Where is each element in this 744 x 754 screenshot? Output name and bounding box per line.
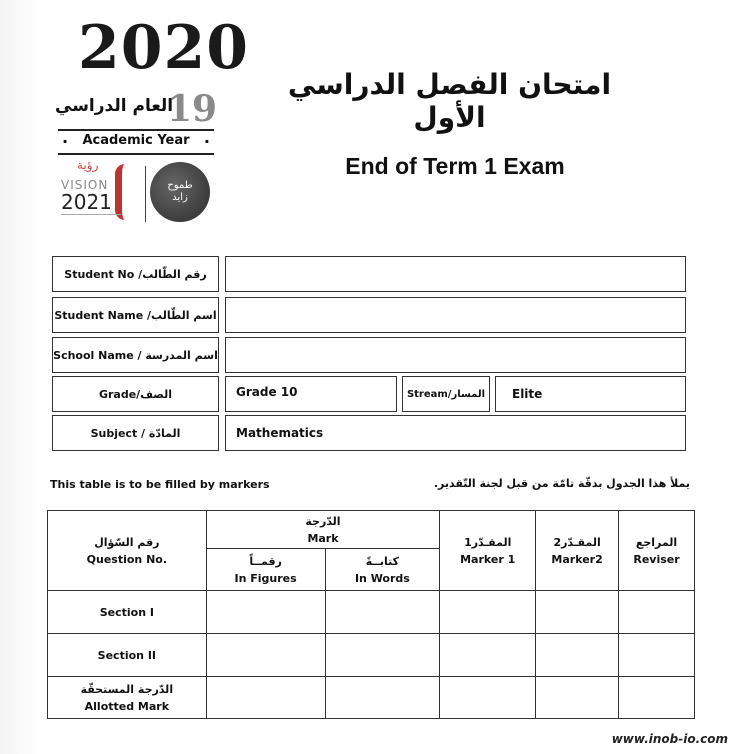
school-name-field[interactable] (225, 337, 686, 373)
vision-ar-text: رؤية (77, 158, 99, 172)
in-figures-ar: رقمــاً (249, 554, 282, 568)
marker2-header (536, 511, 619, 591)
year-rule-bottom (58, 153, 214, 155)
cell-figures[interactable] (206, 677, 325, 719)
student-no-label: Student No /رقم الطّالب (52, 256, 219, 292)
cell-figures[interactable] (206, 591, 325, 634)
marker1-ar: المقـدّر1 (464, 535, 512, 549)
markers-note-en: This table is to be filled by markers (50, 478, 270, 491)
marker1-header (440, 511, 536, 591)
mark-header (206, 511, 440, 549)
academic-year-label: · Academic Year · (58, 133, 214, 148)
stream-label: Stream/المسار (402, 376, 490, 412)
cell-marker2[interactable] (536, 591, 619, 634)
cell-reviser[interactable] (619, 677, 695, 719)
logo-divider (145, 166, 146, 222)
reviser-ar: المراجع (635, 535, 678, 549)
mark-ar: الدّرجة (305, 514, 341, 528)
marks-table (47, 510, 695, 719)
zayed-emblem-logo (150, 162, 210, 222)
cell-marker1[interactable] (440, 591, 536, 634)
allotted-mark-ar: الدّرجة المستحقّة (80, 682, 174, 696)
row-label: Section II (48, 634, 207, 677)
exam-title-en: End of Term 1 Exam (345, 153, 565, 179)
student-no-field[interactable] (225, 256, 686, 292)
table-row (48, 591, 695, 634)
reviser-header (619, 511, 695, 591)
cell-marker1[interactable] (440, 677, 536, 719)
markers-note-ar: يملأ هذا الجدول بدقّة تامّة من قبل لجنة التّقدير. (433, 477, 690, 490)
student-name-field[interactable] (225, 297, 686, 333)
academic-year-number: 19 (167, 88, 218, 130)
question-no-en: Question No. (86, 552, 168, 566)
grade-field[interactable]: Grade 10 (225, 376, 397, 412)
page-edge-shadow (0, 0, 40, 754)
cell-reviser[interactable] (619, 591, 695, 634)
table-row (48, 677, 695, 719)
academic-year-ar (55, 88, 218, 130)
site-watermark: www.inob-io.com (611, 732, 728, 746)
exam-title-ar: امتحان الفصل الدراسي الأول (287, 68, 612, 134)
mark-en: Mark (307, 531, 339, 545)
academic-year-ar-text: العام الدراسي (55, 96, 174, 116)
marker1-en: Marker 1 (460, 552, 516, 566)
table-row (48, 634, 695, 677)
question-no-ar: رقم السّؤال (94, 535, 160, 549)
cell-words[interactable] (325, 591, 440, 634)
in-figures-en: In Figures (234, 571, 297, 585)
cell-marker2[interactable] (536, 634, 619, 677)
vision-en-text: VISION (61, 178, 109, 192)
marker2-en: Marker2 (551, 552, 603, 566)
in-words-en: In Words (354, 571, 410, 585)
cell-words[interactable] (325, 634, 440, 677)
vision-mark-icon (115, 164, 146, 220)
school-name-label: School Name / اسم المدرسة (52, 337, 219, 373)
marker2-ar: المقـدّر2 (553, 535, 601, 549)
vision-year-text: 2021 (61, 190, 112, 214)
vision-2021-logo (55, 158, 145, 228)
stream-field[interactable]: Elite (495, 376, 686, 412)
reviser-en: Reviser (633, 552, 680, 566)
year-rule-top (58, 129, 214, 131)
row-label: Section I (48, 591, 207, 634)
allotted-mark-en: Allotted Mark (84, 699, 170, 713)
in-words-header (325, 549, 440, 591)
year-number: 2020 (78, 13, 249, 83)
subject-field[interactable]: Mathematics (225, 415, 686, 451)
emblem-text: طموح زايد (167, 180, 193, 203)
allotted-mark-label (48, 677, 207, 719)
student-name-label: Student Name /اسم الطّالب (52, 297, 219, 333)
grade-label: Grade/الصف (52, 376, 219, 412)
vision-fineprint (61, 214, 121, 221)
cell-figures[interactable] (206, 634, 325, 677)
cell-marker2[interactable] (536, 677, 619, 719)
in-words-ar: كتابــةً (365, 554, 400, 568)
cell-reviser[interactable] (619, 634, 695, 677)
question-no-header (48, 511, 207, 591)
cell-marker1[interactable] (440, 634, 536, 677)
subject-label: Subject / المادّة (52, 415, 219, 451)
cell-words[interactable] (325, 677, 440, 719)
in-figures-header (206, 549, 325, 591)
